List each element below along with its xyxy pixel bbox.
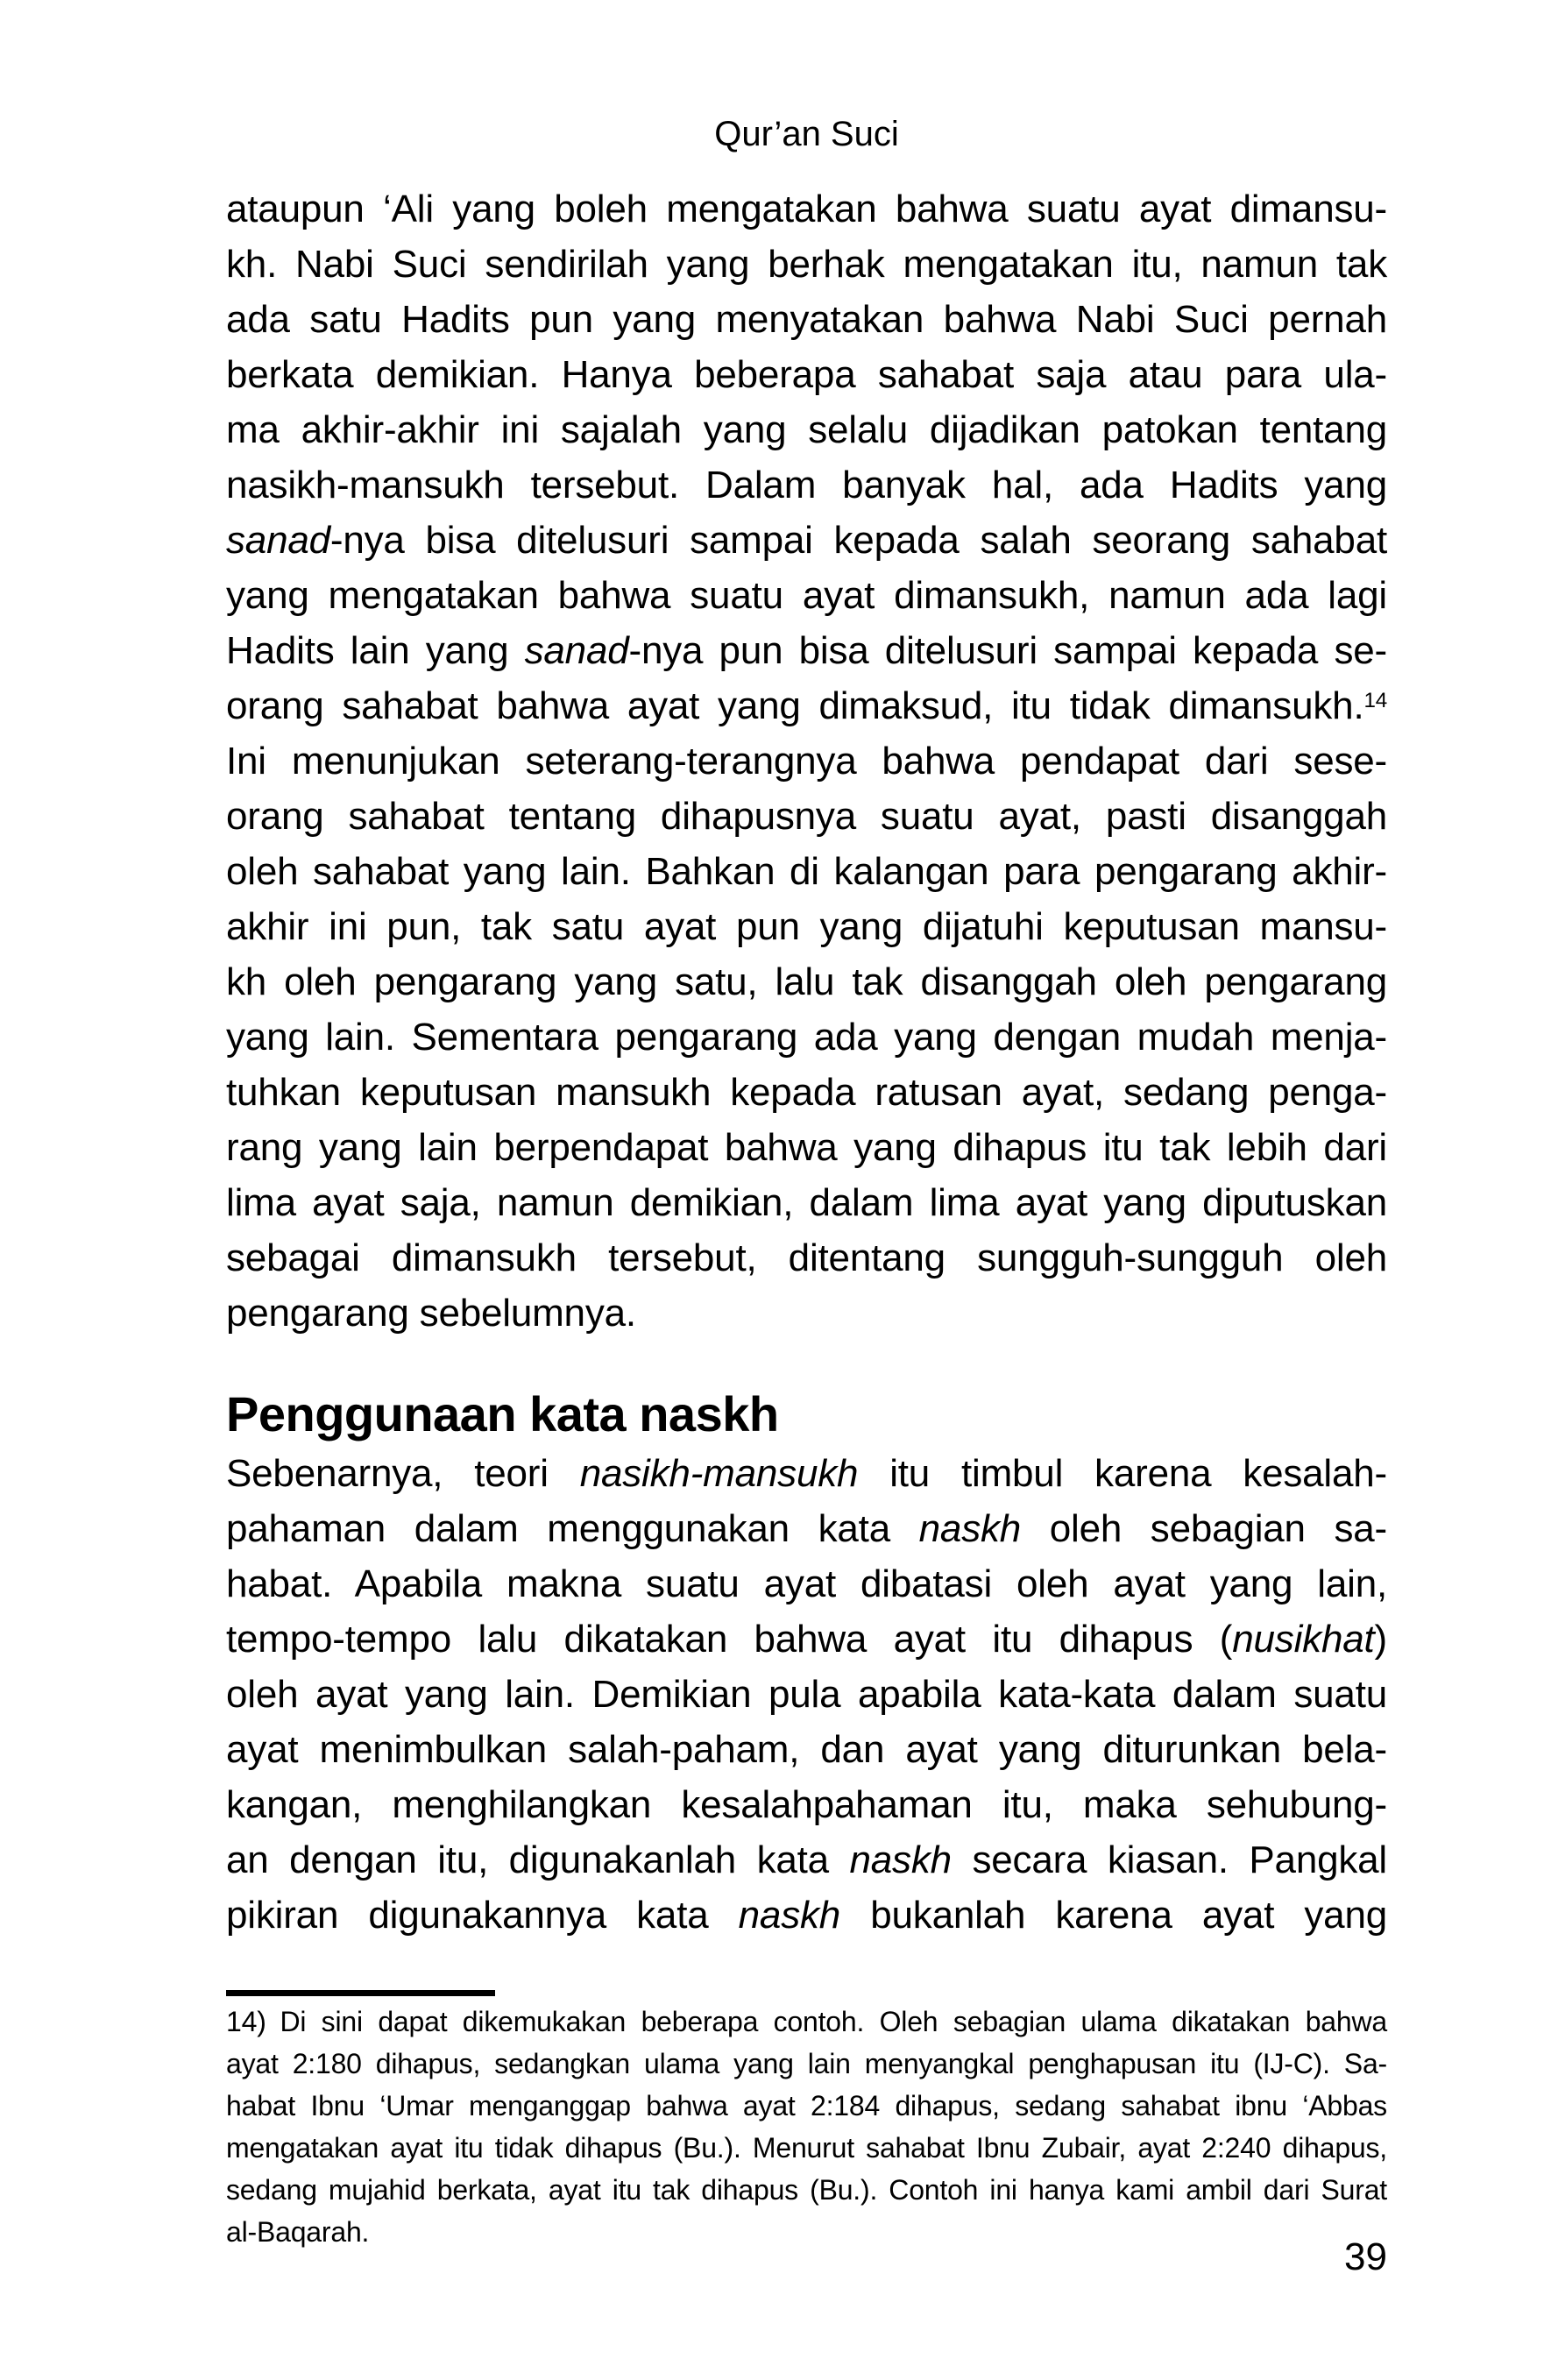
text-segment: tuhkan keputusan mansukh kepada ratusan ayat, sedang penga-	[226, 1071, 1387, 1114]
text-segment: nasikh-mansukh	[579, 1452, 859, 1495]
text-segment: ada satu Hadits pun yang menyatakan bahwa Nabi Suci pernah	[226, 298, 1387, 341]
text-segment: ataupun ‘Ali yang boleh mengatakan bahwa suatu ayat dimansu-	[226, 188, 1387, 230]
text-line	[226, 1611, 1387, 1667]
text-segment: -nya pun bisa ditelusuri sampai kepada se-	[628, 629, 1387, 672]
text-segment: kh oleh pengarang yang satu, lalu tak disanggah oleh pengarang	[226, 960, 1387, 1003]
text-segment: tempo-tempo lalu dikatakan bahwa ayat itu dihapus (	[226, 1618, 1233, 1661]
text-segment: an dengan itu, digunakanlah kata	[226, 1838, 850, 1881]
text-segment: -nya bisa ditelusuri sampai kepada salah seorang sahabat	[329, 519, 1387, 562]
text-segment: orang sahabat bahwa ayat yang dimaksud, itu tidak dimansukh.	[226, 684, 1364, 727]
text-line	[226, 402, 1387, 457]
text-line	[226, 513, 1387, 568]
text-segment: nusikhat	[1232, 1618, 1375, 1661]
text-line	[226, 2127, 1387, 2169]
text-line	[226, 1175, 1387, 1230]
text-line	[226, 1556, 1387, 1611]
text-segment: ayat 2:180 dihapus, sedangkan ulama yang lain menyangkal penghapusan itu (IJ-C). Sa-	[226, 2048, 1387, 2079]
text-segment: nasikh-mansukh tersebut. Dalam banyak hal, ada Hadits yang	[226, 464, 1387, 506]
text-line	[226, 1777, 1387, 1832]
text-line	[226, 1230, 1387, 1286]
text-line	[226, 2085, 1387, 2127]
text-segment: berkata demikian. Hanya beberapa sahabat saja atau para ula-	[226, 353, 1387, 396]
body-paragraph-2	[226, 1446, 1387, 1943]
footnote-separator	[226, 1990, 495, 1996]
text-segment: itu timbul karena kesalah-	[858, 1452, 1387, 1495]
text-segment: naskh	[738, 1894, 841, 1937]
page-number: 39	[1344, 2235, 1387, 2278]
text-segment: sedang mujahid berkata, ayat itu tak dihapus (Bu.). Contoh ini hanya kami ambil dari Surat	[226, 2174, 1387, 2206]
text-line	[226, 1286, 1387, 1341]
footnote	[226, 2001, 1387, 2253]
text-segment: habat. Apabila makna suatu ayat dibatasi oleh ayat yang lain,	[226, 1562, 1387, 1605]
text-segment: kangan, menghilangkan kesalahpahaman itu, maka sehubung-	[226, 1783, 1387, 1826]
text-line	[226, 678, 1387, 733]
text-line	[226, 1501, 1387, 1556]
text-line	[226, 2001, 1387, 2043]
text-segment: habat Ibnu ‘Umar menganggap bahwa ayat 2:184 dihapus, sedang sahabat ibnu ‘Abbas	[226, 2090, 1387, 2121]
text-segment: 14) Di sini dapat dikemukakan beberapa contoh. Oleh sebagian ulama dikatakan bahwa	[226, 2006, 1387, 2037]
text-line	[226, 1120, 1387, 1175]
text-segment: oleh sebagian sa-	[1021, 1507, 1387, 1550]
text-line	[226, 181, 1387, 237]
text-line	[226, 844, 1387, 899]
text-line	[226, 1722, 1387, 1777]
text-segment: akhir ini pun, tak satu ayat pun yang dijatuhi keputusan mansu-	[226, 905, 1387, 948]
text-segment: secara kiasan. Pangkal	[951, 1838, 1388, 1881]
text-line	[226, 2169, 1387, 2211]
text-segment: pikiran digunakannya kata	[226, 1894, 739, 1937]
text-segment: oleh ayat yang lain. Demikian pula apabila kata-kata dalam suatu	[226, 1673, 1387, 1716]
text-line	[226, 347, 1387, 402]
text-segment: oleh sahabat yang lain. Bahkan di kalangan para pengarang akhir-	[226, 850, 1387, 893]
text-segment: mengatakan ayat itu tidak dihapus (Bu.). Menurut sahabat Ibnu Zubair, ayat 2:240 dihapus,	[226, 2132, 1387, 2164]
text-line	[226, 1446, 1387, 1501]
text-line	[226, 954, 1387, 1009]
text-segment: )	[1374, 1618, 1387, 1661]
body-paragraph-1	[226, 181, 1387, 1341]
text-segment: sanad	[524, 629, 629, 672]
text-line	[226, 457, 1387, 513]
text-line	[226, 2043, 1387, 2085]
text-segment: Hadits lain yang	[226, 629, 525, 672]
text-line	[226, 789, 1387, 844]
text-line	[226, 1065, 1387, 1120]
text-segment: yang mengatakan bahwa suatu ayat dimansukh, namun ada lagi	[226, 574, 1387, 617]
text-line	[226, 733, 1387, 789]
text-segment: sebagai dimansukh tersebut, ditentang sungguh-sungguh oleh	[226, 1236, 1387, 1279]
text-segment: orang sahabat tentang dihapusnya suatu ayat, pasti disanggah	[226, 795, 1387, 838]
text-segment: rang yang lain berpendapat bahwa yang dihapus itu tak lebih dari	[226, 1126, 1387, 1169]
text-segment: pengarang sebelumnya.	[226, 1292, 636, 1335]
text-segment: yang lain. Sementara pengarang ada yang dengan mudah menja-	[226, 1016, 1387, 1059]
section-heading: Penggunaan kata naskh	[226, 1386, 779, 1441]
text-line	[226, 237, 1387, 292]
text-line	[226, 1667, 1387, 1722]
text-segment: naskh	[849, 1838, 952, 1881]
text-segment: kh. Nabi Suci sendirilah yang berhak mengatakan itu, namun tak	[226, 243, 1387, 286]
footnote-reference: 14	[1363, 688, 1387, 712]
text-segment: al-Baqarah.	[226, 2216, 370, 2248]
text-line	[226, 292, 1387, 347]
text-line	[226, 623, 1387, 678]
text-segment: naskh	[918, 1507, 1022, 1550]
text-line	[226, 899, 1387, 954]
text-segment: lima ayat saja, namun demikian, dalam lima ayat yang diputuskan	[226, 1181, 1387, 1224]
text-line	[226, 1009, 1387, 1065]
text-segment: pahaman dalam menggunakan kata	[226, 1507, 919, 1550]
text-segment: bukanlah karena ayat yang	[840, 1894, 1387, 1937]
text-line	[226, 1832, 1387, 1888]
text-segment: ayat menimbulkan salah-paham, dan ayat yang diturunkan bela-	[226, 1728, 1387, 1771]
text-segment: Sebenarnya, teori	[226, 1452, 580, 1495]
text-line	[226, 568, 1387, 623]
text-segment: ma akhir-akhir ini sajalah yang selalu dijadikan patokan tentang	[226, 408, 1387, 451]
running-header: Qur’an Suci	[714, 115, 899, 153]
text-segment: sanad	[226, 519, 330, 562]
text-segment: Ini menunjukan seterang-terangnya bahwa pendapat dari sese-	[226, 740, 1387, 783]
text-line	[226, 1888, 1387, 1943]
